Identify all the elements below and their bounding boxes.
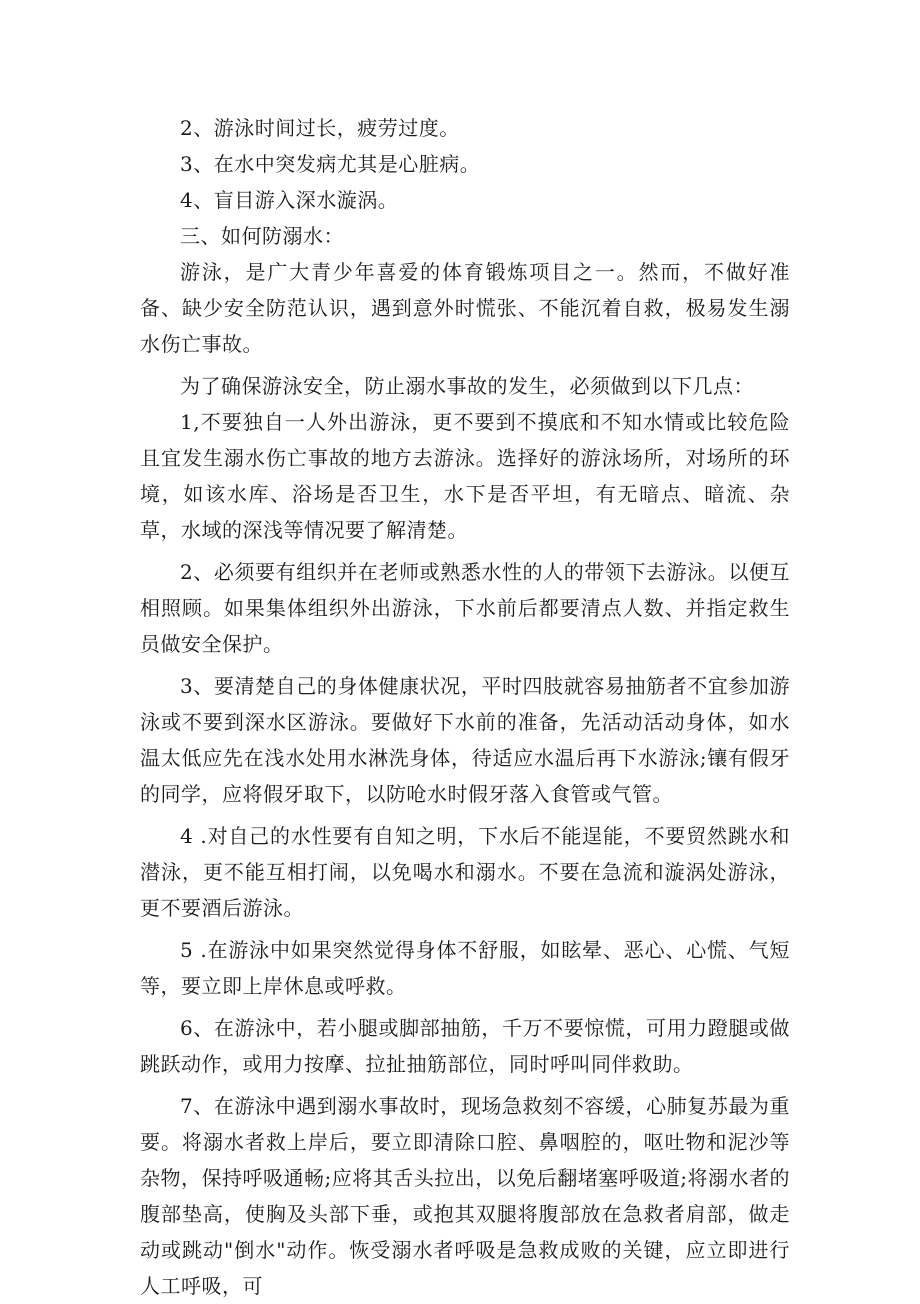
paragraph-requirements: 为了确保游泳安全，防止溺水事故的发生，必须做到以下几点： [180,374,754,398]
paragraph-rule-3: 3、要清楚自己的身体健康状况，平时四肢就容易抽筋者不宜参加游泳或不要到深水区游泳。要做好下水前的准备，先活动活动身体，如水温太低应先在浅水处用水淋洗身体，待适应水温后再下水游泳;镶有假牙的同学，应将假牙取下，以防呛水时假牙落入食管或气管。 [140,674,790,806]
paragraph-rule-4: 4 .对自己的水性要有自知之明，下水后不能逞能，不要贸然跳水和潜泳，更不能互相打闹，以免喝水和溺水。不要在急流和漩涡处游泳，更不要酒后游泳。 [140,824,790,920]
paragraph-rule-1: 1,不要独自一人外出游泳，更不要到不摸底和不知水情或比较危险且宜发生溺水伤亡事故的地方去游泳。选择好的游泳场所，对场所的环境，如该水库、浴场是否卫生，水下是否平坦，有无暗点、暗流、杂草，水域的深浅等情况要了解清楚。 [140,410,790,542]
paragraph-intro: 游泳，是广大青少年喜爱的体育锻炼项目之一。然而，不做好准备、缺少安全防范认识，遇到意外时慌张、不能沉着自救，极易发生溺水伤亡事故。 [140,260,790,356]
paragraph-rule-2: 2、必须要有组织并在老师或熟悉水性的人的带领下去游泳。以便互相照顾。如果集体组织外出游泳，下水前后都要清点人数、并指定救生员做安全保护。 [140,560,790,656]
paragraph-cause-4: 4、盲目游入深水漩涡。 [180,188,399,212]
paragraph-rule-6: 6、在游泳中，若小腿或脚部抽筋，千万不要惊慌，可用力蹬腿或做跳跃动作，或用力按摩、拉扯抽筋部位，同时呼叫同伴救助。 [140,1016,790,1076]
section-heading-prevention: 三、如何防溺水： [180,224,344,248]
paragraph-cause-3: 3、在水中突发病尤其是心脏病。 [180,152,481,176]
paragraph-rule-7: 7、在游泳中遇到溺水事故时，现场急救刻不容缓，心肺复苏最为重要。将溺水者救上岸后，要立即清除口腔、鼻咽腔的，呕吐物和泥沙等杂物，保持呼吸通畅;应将其舌头拉出，以免后翻堵塞呼吸道;将溺水者的腹部垫高，使胸及头部下垂，或抱其双腿将腹部放在急救者肩部，做走动或跳动"倒水"动作。恢受溺水者呼吸是急救成败的关键，应立即进行人工呼吸，可 [140,1094,790,1298]
paragraph-cause-2: 2、游泳时间过长，疲劳过度。 [180,116,460,140]
document-body [140,110,790,1304]
paragraph-rule-5: 5 .在游泳中如果突然觉得身体不舒服，如眩晕、恶心、心慌、气短等，要立即上岸休息或呼救。 [140,938,790,998]
